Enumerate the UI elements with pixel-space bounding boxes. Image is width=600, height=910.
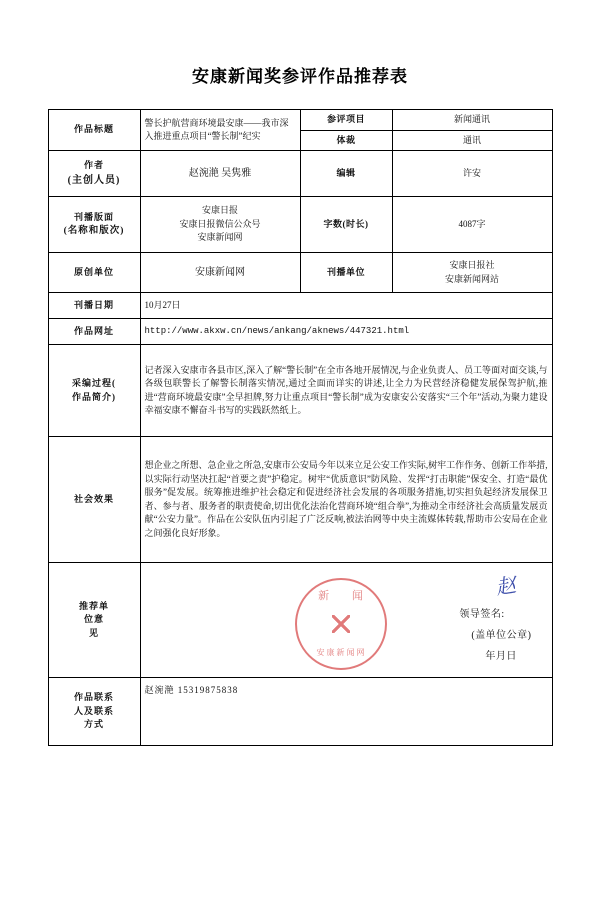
publish-channel-label bbox=[48, 197, 140, 253]
work-url-label: 作品网址 bbox=[48, 319, 140, 345]
review-category-label: 参评项目 bbox=[300, 110, 392, 131]
author-label-line2: (主创人员) bbox=[67, 174, 121, 186]
contact-label-line1: 作品联系 bbox=[73, 692, 114, 703]
publish-unit-label: 刊播单位 bbox=[300, 253, 392, 293]
original-unit-label: 原创单位 bbox=[48, 253, 140, 293]
publish-date-label: 刊播日期 bbox=[48, 293, 140, 319]
table-row bbox=[48, 345, 552, 437]
process-value: 记者深入安康市各县市区,深入了解“警长制”在全市各地开展情况,与企业负责人、员工等面对面交谈,与各级包联警长了解警长制落实情况,通过全面而详实的讲述,让全力为民营经济稳健发展保驾护航,推进“营商环境最安康”全早担牌,努力让重点项目“警长制”成为安康安公安落实“三个年”活动,为聚力建设幸福安康不懈奋斗书写的实践跃然纸上。 bbox=[140, 345, 552, 437]
table-row bbox=[48, 678, 552, 746]
publish-unit-value bbox=[392, 253, 552, 293]
genre-value: 通讯 bbox=[392, 130, 552, 151]
publish-channel-value bbox=[140, 197, 300, 253]
date-blank-label: 年月日 bbox=[485, 651, 517, 662]
table-row bbox=[48, 253, 552, 293]
table-row bbox=[48, 319, 552, 345]
genre-label: 体裁 bbox=[300, 130, 392, 151]
handwritten-signature: 赵 bbox=[493, 574, 516, 600]
official-seal-stamp bbox=[295, 578, 387, 670]
contact-label-line2: 人及联系 bbox=[73, 705, 114, 716]
publish-channel-item: 安康日报 bbox=[201, 205, 238, 216]
publish-date-value: 10月27日 bbox=[140, 293, 552, 319]
editor-value: 许安 bbox=[392, 151, 552, 197]
recommendation-inner bbox=[145, 566, 548, 674]
publish-channel-item: 安康新闻网 bbox=[197, 232, 243, 243]
document-page bbox=[0, 62, 600, 910]
contact-label bbox=[48, 678, 140, 746]
table-row bbox=[48, 151, 552, 197]
table-row bbox=[48, 197, 552, 253]
word-count-label: 字数(时长) bbox=[300, 197, 392, 253]
work-url-value[interactable]: http://www.akxw.cn/news/ankang/aknews/447321.html bbox=[140, 319, 552, 345]
recommendation-body bbox=[140, 563, 552, 678]
table-row bbox=[48, 293, 552, 319]
word-count-value: 4087字 bbox=[392, 197, 552, 253]
page-title: 安康新闻奖参评作品推荐表 bbox=[192, 67, 408, 86]
original-unit-value: 安康新闻网 bbox=[140, 253, 300, 293]
table-row bbox=[48, 437, 552, 563]
leader-sign-label: 领导签名: bbox=[459, 609, 505, 620]
work-title-value: 警长护航营商环境最安康——我市深入推进重点项目“警长制”纪实 bbox=[140, 110, 300, 151]
publish-unit-item: 安康新闻网站 bbox=[444, 273, 499, 284]
editor-label: 编辑 bbox=[300, 151, 392, 197]
table-row bbox=[48, 110, 552, 131]
recommendation-label-line2: 位意 bbox=[83, 614, 104, 625]
social-effect-label: 社会效果 bbox=[48, 437, 140, 563]
publish-channel-label-line2: (名称和版次) bbox=[63, 226, 125, 237]
recommendation-label-line3: 见 bbox=[88, 627, 99, 638]
author-label-line1: 作者 bbox=[83, 160, 104, 171]
table-row bbox=[48, 563, 552, 678]
review-category-value: 新闻通讯 bbox=[392, 110, 552, 131]
publish-channel-label-line1: 刊播版面 bbox=[73, 211, 114, 222]
seal-bottom-text: 安康新闻网 bbox=[316, 648, 367, 657]
process-label-line1: 采编过程( bbox=[72, 378, 116, 388]
process-label bbox=[48, 345, 140, 437]
author-value: 赵涴滟 吴隽雅 bbox=[140, 151, 300, 197]
contact-label-line3: 方式 bbox=[83, 719, 104, 730]
contact-value: 赵涴滟 15319875838 bbox=[140, 678, 552, 746]
seal-top-text: 新 闻 bbox=[318, 590, 373, 602]
publish-unit-item: 安康日报社 bbox=[449, 260, 495, 270]
publish-channel-item: 安康日报微信公众号 bbox=[179, 218, 261, 229]
work-title-label: 作品标题 bbox=[48, 110, 140, 151]
social-effect-value: 想企业之所想、急企业之所急,安康市公安局今年以来立足公安工作实际,树牢工作作务、创新工作举措,以实际行动坚决扛起“首要之责”护稳定。树牢“优质意识”防风险、发挥“打击职能”保安全、打造“最优服务”促发展。统筹推进维护社会稳定和促进经济社会发展的各项服务措施,切实担负起经济发展保卫者、参与者、服务者的职责使命,切出优化法治化营商环境“组合拳”,为推动全市经济社会高质量发展贡献“公安力量”。作品在公安队伍内引起了广泛反响,被法治网等中央主流媒体转载,帮助市公安局在企业之间强化良好形象。 bbox=[140, 437, 552, 563]
recommendation-label bbox=[48, 563, 140, 678]
official-seal-label: (盖单位公章) bbox=[471, 630, 532, 641]
process-label-line2: 作品简介) bbox=[72, 391, 116, 402]
recommendation-form-table bbox=[48, 109, 553, 746]
signature-block bbox=[459, 604, 531, 667]
author-label bbox=[48, 151, 140, 197]
recommendation-label-line1: 推荐单 bbox=[78, 600, 109, 611]
